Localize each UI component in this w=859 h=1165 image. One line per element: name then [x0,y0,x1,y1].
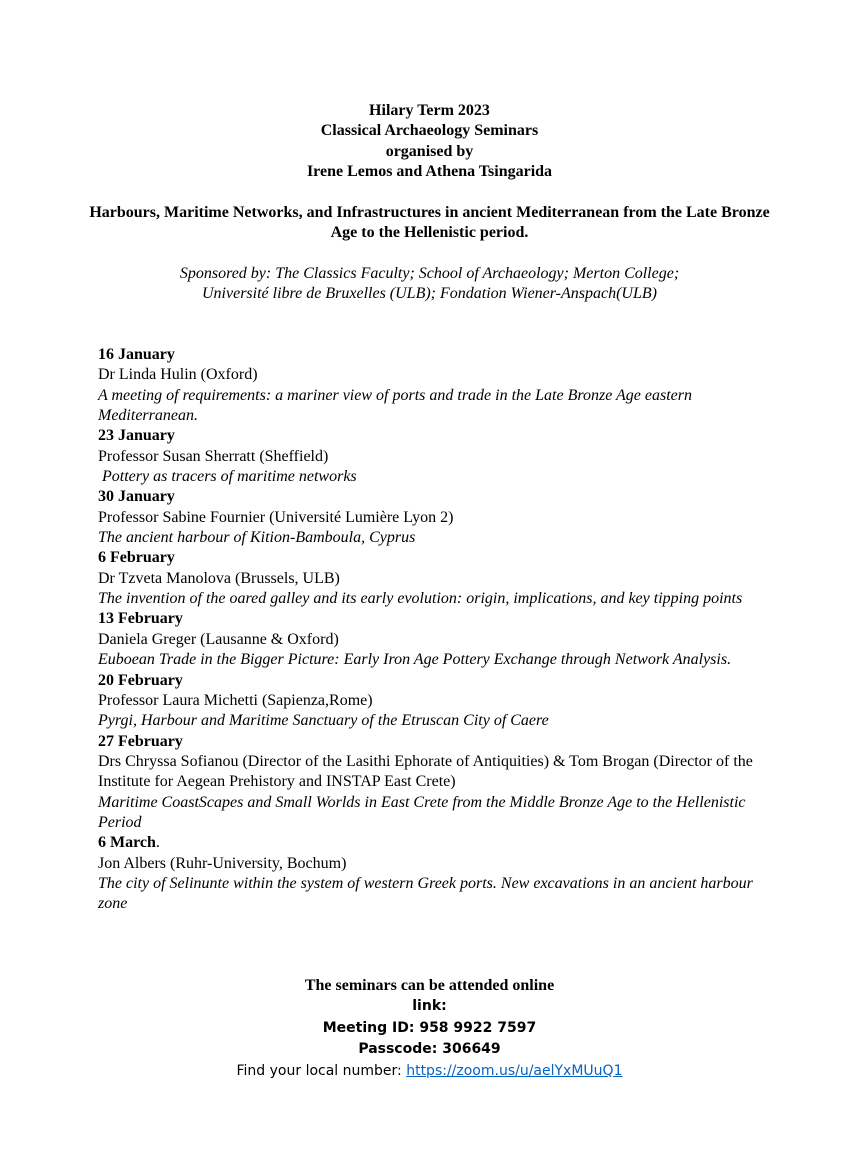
series-heading: Classical Archaeology Seminars [320,122,539,140]
session-item [98,487,770,548]
meeting-id: Meeting ID: 958 9922 7597 [322,1019,537,1036]
session-date: 27 February [98,732,183,750]
passcode: Passcode: 306649 [358,1041,501,1057]
session-speaker: Professor Susan Sherratt (Sheffield) [98,447,329,465]
session-title: The ancient harbour of Kition-Bamboula, Cyprus [98,529,416,547]
session-date-text: 6 March [98,834,156,852]
session-speaker: Dr Tzveta Manolova (Brussels, ULB) [98,569,340,587]
sponsor-line-1: Sponsored by: The Classics Faculty; School of Archaeology; Merton College; [179,265,680,282]
flyer-header [0,101,859,183]
session-date: 30 January [98,488,175,506]
organisers-names: Irene Lemos and Athena Tsingarida [306,163,553,181]
online-attendance-note: The seminars can be attended online [304,977,555,994]
session-speaker: Dr Linda Hulin (Oxford) [98,366,258,384]
session-item [98,609,770,670]
local-number-line [0,1061,859,1083]
link-label: link: [412,998,447,1014]
session-title: The city of Selinunte within the system of western Greek ports. New excavations in an ancient harbour zone [98,874,753,913]
term-heading: Hilary Term 2023 [369,102,490,119]
session-item [98,833,770,914]
session-title: Pyrgi, Harbour and Maritime Sanctuary of the Etruscan City of Caere [98,712,549,730]
session-title: Euboean Trade in the Bigger Picture: Early Iron Age Pottery Exchange through Network Analysis. [98,651,732,669]
session-date: 23 January [98,427,175,445]
session-title: Pottery as tracers of maritime networks [98,468,357,486]
session-date [98,833,770,853]
session-item [98,671,770,732]
zoom-local-number-link[interactable]: https://zoom.us/u/aelYxMUuQ1 [406,1062,623,1079]
session-item [98,345,770,426]
online-access-block [0,975,859,1082]
sponsor-block [0,264,859,305]
session-title: A meeting of requirements: a mariner view of ports and trade in the Late Bronze Age eastern Mediterranean. [98,386,692,425]
session-date: 6 February [98,549,175,567]
session-date: 13 February [98,610,183,628]
local-number-label: Find your local number: [236,1062,407,1079]
session-item [98,732,770,834]
session-date-suffix: . [155,834,160,852]
session-title: The invention of the oared galley and its early evolution: origin, implications, and key tipping points [98,590,743,608]
session-date: 20 February [98,671,183,689]
session-title: Maritime CoastScapes and Small Worlds in East Crete from the Middle Bronze Age to the Hellenistic Period [98,793,746,831]
series-theme-title: Harbours, Maritime Networks, and Infrastructures in ancient Mediterranean from the Late Bronze Age to the Hellenistic period. [89,204,770,242]
sponsor-line-2: Université libre de Bruxelles (ULB); Fondation Wiener-Anspach(ULB) [202,285,657,303]
session-date: 16 January [98,346,175,363]
session-speaker: Drs Chryssa Sofianou (Director of the Lasithi Ephorate of Antiquities) & Tom Brogan (Director of the Institute for Aegean Prehistory and INSTAP East Crete) [98,752,753,791]
session-speaker: Daniela Greger (Lausanne & Oxford) [98,630,339,648]
session-item [98,548,770,609]
session-item [98,426,770,487]
seminar-schedule [98,345,770,915]
session-speaker: Professor Laura Michetti (Sapienza,Rome) [98,691,373,709]
session-speaker: Professor Sabine Fournier (Université Lumière Lyon 2) [98,508,454,526]
organised-by-label: organised by [385,142,474,160]
session-speaker: Jon Albers (Ruhr-University, Bochum) [98,854,347,872]
